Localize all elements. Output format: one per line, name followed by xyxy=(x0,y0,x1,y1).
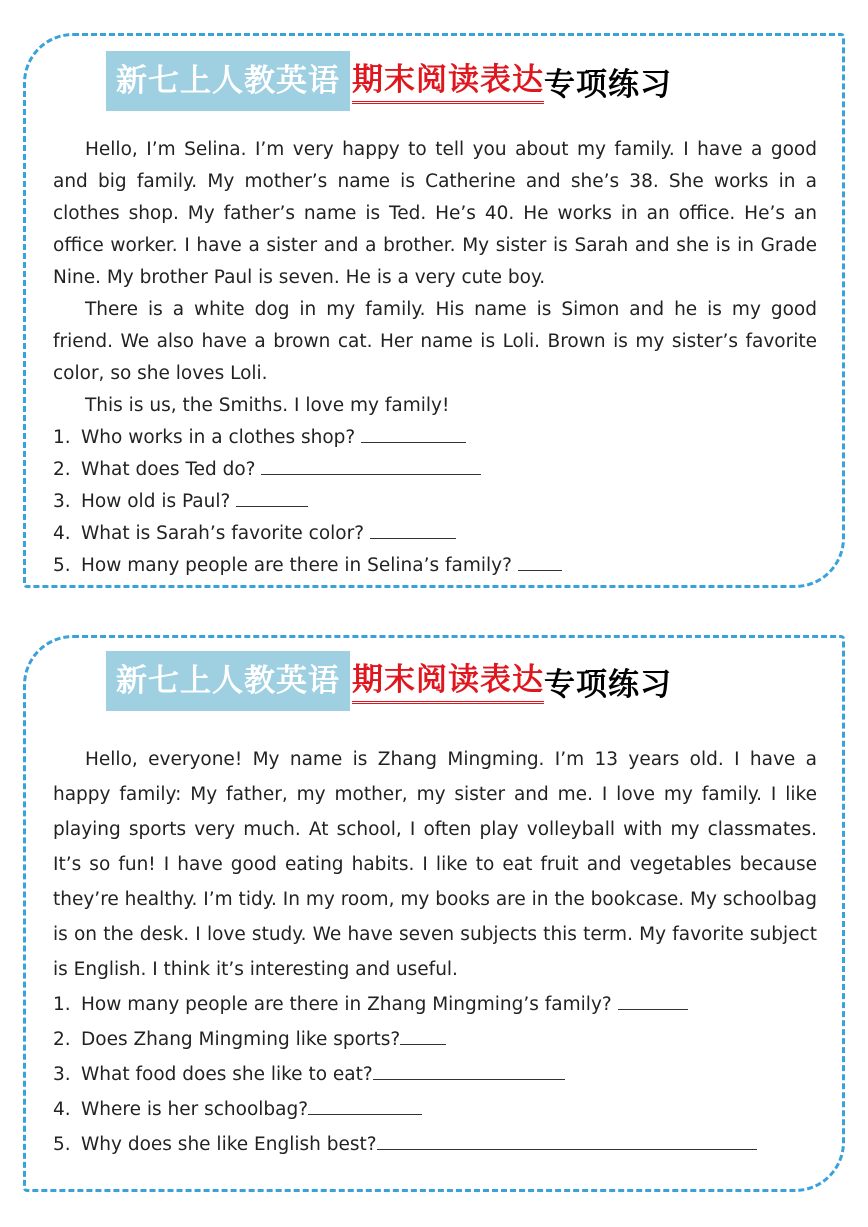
question-number: 3. xyxy=(53,1064,71,1085)
question xyxy=(53,1022,817,1057)
card-title xyxy=(106,656,672,706)
question-text: How many people are there in Zhang Mingming’s family? xyxy=(81,994,618,1015)
card-title xyxy=(106,56,672,106)
paragraph: Hello, everyone! My name is Zhang Mingming. I’m 13 years old. I have a happy family: My father, my mother, my sister and me. I love my family. I like playing sports very much. At school, I often play volleyball with my classmates. It’s so fun! I have good eating habits. I like to eat fruit and vegetables because they’re healthy. I’m tidy. In my room, my books are in the bookcase. My schoolbag is on the desk. I love study. We have seven subjects this term. My favorite subject is English. I think it’s interesting and useful. xyxy=(53,749,817,980)
question-number: 5. xyxy=(53,1134,71,1155)
reading-passage xyxy=(53,134,817,582)
question-text: Who works in a clothes shop? xyxy=(81,427,362,448)
answer-blank[interactable] xyxy=(373,1061,565,1080)
answer-blank[interactable] xyxy=(618,991,688,1010)
exercise-card-2 xyxy=(23,635,845,1192)
question xyxy=(53,987,817,1022)
question-text: What food does she like to eat? xyxy=(81,1064,373,1085)
question xyxy=(53,422,817,454)
answer-blank[interactable] xyxy=(377,1131,757,1150)
title-main: 新七上人教英语 xyxy=(106,651,350,711)
question xyxy=(53,550,817,582)
question xyxy=(53,454,817,486)
exercise-card-1 xyxy=(23,33,845,588)
answer-blank[interactable] xyxy=(261,456,481,475)
question-number: 5. xyxy=(53,555,71,576)
question-text: Why does she like English best? xyxy=(81,1134,377,1155)
answer-blank[interactable] xyxy=(308,1096,422,1115)
question xyxy=(53,518,817,550)
question-text: What is Sarah’s favorite color? xyxy=(81,523,370,544)
question-number: 2. xyxy=(53,459,71,480)
question-number: 4. xyxy=(53,523,71,544)
answer-blank[interactable] xyxy=(518,552,562,571)
question xyxy=(53,1092,817,1127)
answer-blank[interactable] xyxy=(236,488,308,507)
paragraph: There is a white dog in my family. His name is Simon and he is my good friend. We also have a brown cat. Her name is Loli. Brown is my sister’s favorite color, so she loves Loli. xyxy=(53,299,817,384)
question-number: 2. xyxy=(53,1029,71,1050)
title-red: 期末阅读表达 xyxy=(352,659,544,704)
question xyxy=(53,1127,817,1162)
question-number: 4. xyxy=(53,1099,71,1120)
answer-blank[interactable] xyxy=(370,520,456,539)
question-number: 1. xyxy=(53,994,71,1015)
answer-blank[interactable] xyxy=(361,424,466,443)
question xyxy=(53,1057,817,1092)
reading-passage xyxy=(53,742,817,1162)
question-number: 3. xyxy=(53,491,71,512)
answer-blank[interactable] xyxy=(400,1026,446,1045)
question-text: What does Ted do? xyxy=(81,459,262,480)
question-text: How old is Paul? xyxy=(81,491,237,512)
question-text: Where is her schoolbag? xyxy=(81,1099,309,1120)
title-main: 新七上人教英语 xyxy=(106,51,350,111)
question xyxy=(53,486,817,518)
title-black: 专项练习 xyxy=(544,666,672,703)
question-text: How many people are there in Selina’s family? xyxy=(81,555,518,576)
paragraph: This is us, the Smiths. I love my family! xyxy=(85,395,450,416)
title-black: 专项练习 xyxy=(544,66,672,103)
question-number: 1. xyxy=(53,427,71,448)
title-red: 期末阅读表达 xyxy=(352,59,544,104)
question-text: Does Zhang Mingming like sports? xyxy=(81,1029,401,1050)
paragraph: Hello, I’m Selina. I’m very happy to tell you about my family. I have a good and big family. My mother’s name is Catherine and she’s 38. She works in a clothes shop. My father’s name is Ted. He’s 40. He works in an office. He’s an office worker. I have a sister and a brother. My sister is Sarah and she is in Grade Nine. My brother Paul is seven. He is a very cute boy. xyxy=(53,139,817,288)
